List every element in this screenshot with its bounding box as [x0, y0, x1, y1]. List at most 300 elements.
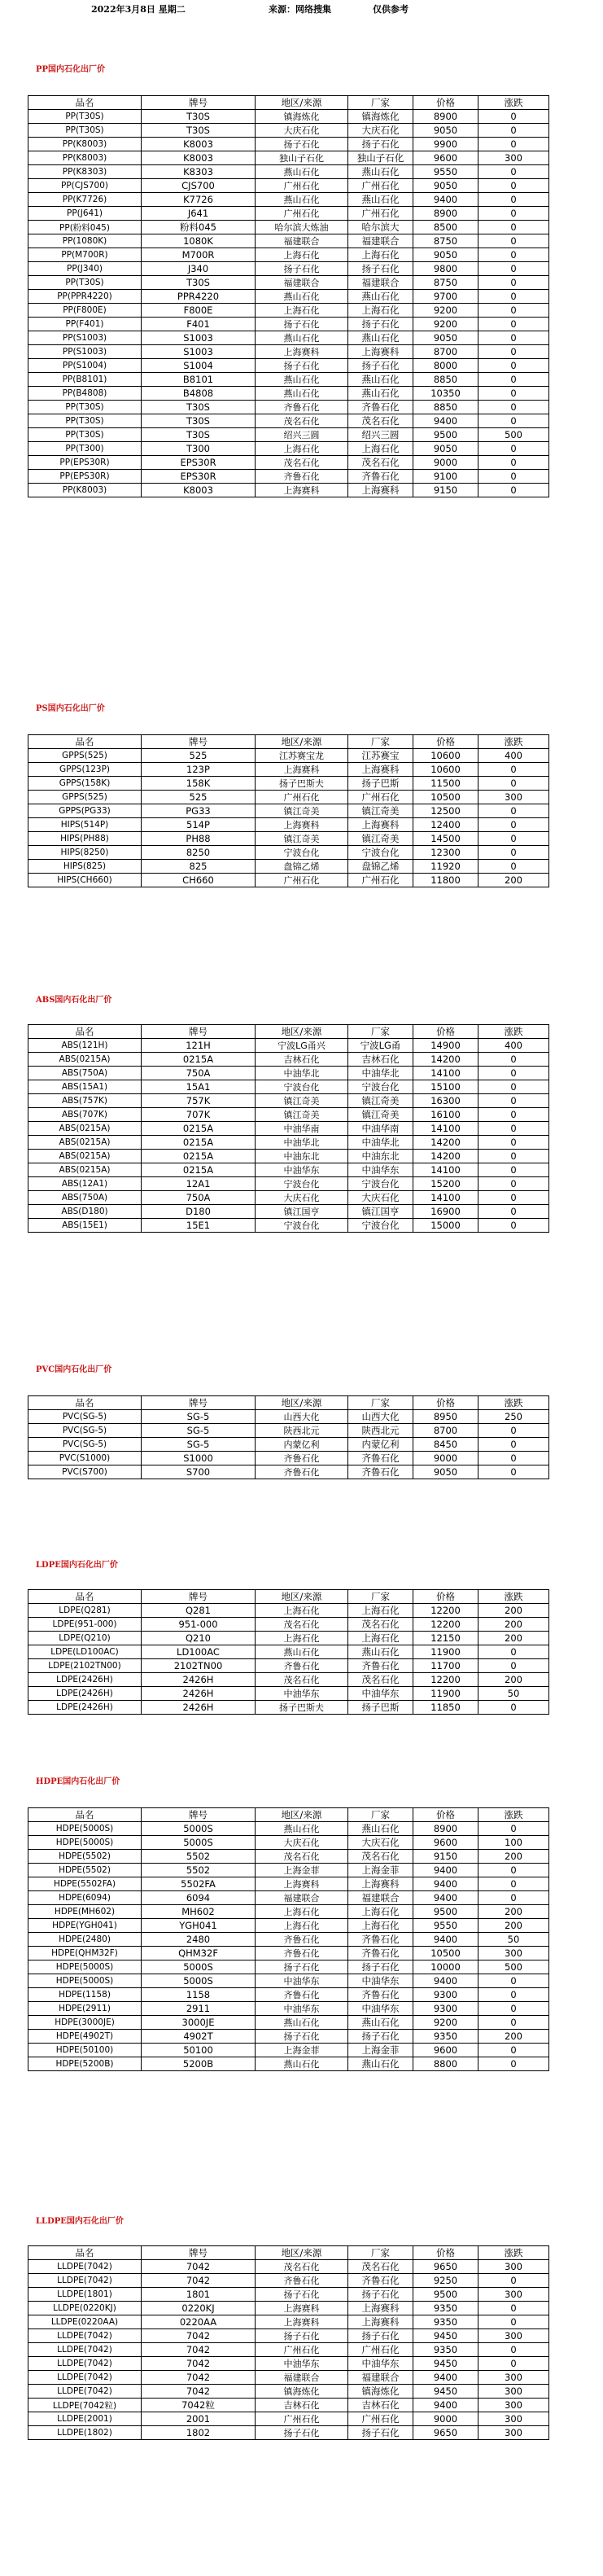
cell-origin: 镇海炼化 [256, 110, 348, 124]
cell-price: 16100 [413, 1108, 478, 1122]
cell-change: 0 [478, 2016, 549, 2030]
cell-product-name: LLDPE(7042) [28, 2371, 142, 2385]
cell-origin: 上海石化 [256, 442, 348, 456]
cell-origin: 茂名石化 [256, 1673, 348, 1687]
cell-grade: 8250 [142, 846, 256, 860]
cell-price: 9600 [413, 2044, 478, 2057]
table-row [28, 763, 549, 777]
cell-origin: 茂名石化 [256, 414, 348, 428]
cell-manufacturer: 宁波台化 [348, 1080, 413, 1094]
cell-price: 9350 [413, 2343, 478, 2357]
cell-price: 9300 [413, 1988, 478, 2002]
cell-price: 11900 [413, 1645, 478, 1659]
cell-origin: 福建联合 [256, 2371, 348, 2385]
column-header-manufacturer: 厂家 [348, 1025, 413, 1039]
cell-manufacturer: 宁波台化 [348, 1177, 413, 1191]
table-row [28, 1150, 549, 1163]
cell-grade: 2102TN00 [142, 1659, 256, 1673]
cell-grade: 5502 [142, 1864, 256, 1877]
cell-change: 0 [478, 484, 549, 497]
cell-change: 0 [478, 124, 549, 138]
cell-price: 12150 [413, 1632, 478, 1645]
table-row [28, 2260, 549, 2274]
cell-grade: S1003 [142, 345, 256, 359]
cell-price: 10350 [413, 387, 478, 401]
cell-product-name: PP(S1004) [28, 359, 142, 373]
cell-product-name: HDPE(MH602) [28, 1905, 142, 1919]
cell-grade: T30S [142, 401, 256, 414]
table-row [28, 345, 549, 359]
table-row [28, 2371, 549, 2385]
table-row [28, 1947, 549, 1960]
cell-manufacturer: 盘锦乙烯 [348, 860, 413, 874]
cell-manufacturer: 中油东北 [348, 1150, 413, 1163]
cell-price: 9400 [413, 193, 478, 207]
cell-product-name: LLDPE(7042) [28, 2260, 142, 2274]
table-row [28, 1687, 549, 1701]
cell-price: 10600 [413, 763, 478, 777]
cell-product-name: HDPE(1158) [28, 1988, 142, 2002]
table-header-row [28, 1808, 549, 1822]
cell-change: 0 [478, 165, 549, 179]
table-row [28, 318, 549, 331]
cell-origin: 陕西北元 [256, 1424, 348, 1438]
cell-product-name: PP(M700R) [28, 248, 142, 262]
lldpe-section-title: LLDPE国内石化出厂价 [36, 2217, 124, 2226]
table-row [28, 304, 549, 318]
cell-grade: 5000S [142, 1836, 256, 1850]
cell-manufacturer: 镇海炼化 [348, 2385, 413, 2399]
cell-origin: 镇江奇美 [256, 804, 348, 818]
cell-origin: 齐鲁石化 [256, 401, 348, 414]
cell-product-name: PP(T30S) [28, 428, 142, 442]
table-row [28, 1136, 549, 1150]
cell-grade: 7042 [142, 2371, 256, 2385]
cell-price: 9400 [413, 414, 478, 428]
cell-change: 200 [478, 1618, 549, 1632]
cell-grade: 0215A [142, 1053, 256, 1067]
table-row [28, 1410, 549, 1424]
cell-change: 0 [478, 1822, 549, 1836]
cell-change: 0 [478, 1219, 549, 1233]
column-header-origin: 地区/来源 [256, 1590, 348, 1604]
table-row [28, 428, 549, 442]
table-row [28, 791, 549, 804]
cell-grade: T30S [142, 110, 256, 124]
cell-origin: 齐鲁石化 [256, 1947, 348, 1960]
cell-origin: 哈尔滨大炼油 [256, 221, 348, 234]
cell-origin: 扬子石化 [256, 138, 348, 151]
table-row [28, 193, 549, 207]
cell-manufacturer: 福建联合 [348, 1891, 413, 1905]
cell-grade: 825 [142, 860, 256, 874]
cell-manufacturer: 上海石化 [348, 1905, 413, 1919]
cell-origin: 齐鲁石化 [256, 470, 348, 484]
table-row [28, 2385, 549, 2399]
cell-price: 9050 [413, 179, 478, 193]
cell-price: 12300 [413, 846, 478, 860]
cell-manufacturer: 燕山石化 [348, 193, 413, 207]
column-header-manufacturer: 厂家 [348, 1396, 413, 1410]
table-row [28, 1618, 549, 1632]
cell-price: 9700 [413, 290, 478, 304]
cell-product-name: HDPE(6094) [28, 1891, 142, 1905]
cell-product-name: PP(K8003) [28, 151, 142, 165]
cell-grade: 1802 [142, 2426, 256, 2440]
column-header-price: 价格 [413, 96, 478, 110]
cell-product-name: HIPS(8250) [28, 846, 142, 860]
cell-origin: 吉林石化 [256, 2399, 348, 2412]
table-row [28, 2302, 549, 2315]
cell-product-name: ABS(0215A) [28, 1136, 142, 1150]
cell-change: 0 [478, 1053, 549, 1067]
cell-grade: SG-5 [142, 1438, 256, 1452]
column-header-manufacturer: 厂家 [348, 2246, 413, 2260]
abs-section-title: ABS国内石化出厂价 [36, 996, 112, 1005]
cell-change: 0 [478, 2044, 549, 2057]
table-row [28, 1850, 549, 1864]
lldpe-price-table [28, 2245, 549, 2440]
cell-manufacturer: 燕山石化 [348, 2016, 413, 2030]
cell-grade: 4902T [142, 2030, 256, 2044]
cell-origin: 大庆石化 [256, 1191, 348, 1205]
cell-grade: 0215A [142, 1163, 256, 1177]
column-header-change: 涨跌 [478, 1590, 549, 1604]
cell-manufacturer: 燕山石化 [348, 165, 413, 179]
table-row [28, 1919, 549, 1933]
cell-origin: 燕山石化 [256, 331, 348, 345]
cell-grade: 5000S [142, 1822, 256, 1836]
cell-change: 0 [478, 1465, 549, 1479]
cell-grade: 158K [142, 777, 256, 791]
cell-change: 0 [478, 1163, 549, 1177]
table-row [28, 221, 549, 234]
column-header-manufacturer: 厂家 [348, 96, 413, 110]
cell-origin: 绍兴三圆 [256, 428, 348, 442]
column-header-price: 价格 [413, 1025, 478, 1039]
cell-change: 0 [478, 401, 549, 414]
cell-change: 300 [478, 2329, 549, 2343]
cell-price: 8450 [413, 1438, 478, 1452]
cell-product-name: ABS(12A1) [28, 1177, 142, 1191]
cell-manufacturer: 扬子巴斯 [348, 1701, 413, 1715]
cell-change: 300 [478, 2288, 549, 2302]
cell-price: 9200 [413, 304, 478, 318]
cell-manufacturer: 吉林石化 [348, 2399, 413, 2412]
cell-product-name: GPPS(158K) [28, 777, 142, 791]
cell-grade: PG33 [142, 804, 256, 818]
table-row [28, 2315, 549, 2329]
cell-origin: 齐鲁石化 [256, 1452, 348, 1465]
cell-product-name: HIPS(CH660) [28, 874, 142, 887]
cell-price: 9500 [413, 1905, 478, 1919]
cell-change: 250 [478, 1410, 549, 1424]
cell-change: 0 [478, 1150, 549, 1163]
cell-product-name: PP(K7726) [28, 193, 142, 207]
table-header-row [28, 1396, 549, 1410]
cell-price: 11800 [413, 874, 478, 887]
cell-price: 9450 [413, 2385, 478, 2399]
cell-origin: 山西大化 [256, 1410, 348, 1424]
table-row [28, 1067, 549, 1080]
cell-product-name: ABS(750A) [28, 1067, 142, 1080]
cell-product-name: LLDPE(1802) [28, 2426, 142, 2440]
cell-price: 15200 [413, 1177, 478, 1191]
cell-product-name: PP(F800E) [28, 304, 142, 318]
cell-origin: 燕山石化 [256, 1822, 348, 1836]
cell-price: 9150 [413, 484, 478, 497]
column-header-origin: 地区/来源 [256, 1025, 348, 1039]
cell-manufacturer: 内蒙亿利 [348, 1438, 413, 1452]
table-row [28, 2426, 549, 2440]
column-header-origin: 地区/来源 [256, 1808, 348, 1822]
cell-product-name: HDPE(3000JE) [28, 2016, 142, 2030]
cell-price: 9900 [413, 138, 478, 151]
cell-manufacturer: 茂名石化 [348, 1850, 413, 1864]
cell-manufacturer: 广州石化 [348, 179, 413, 193]
cell-origin: 中油华北 [256, 1067, 348, 1080]
cell-grade: YGH041 [142, 1919, 256, 1933]
table-row [28, 2357, 549, 2371]
cell-grade: T30S [142, 414, 256, 428]
cell-grade: 750A [142, 1067, 256, 1080]
cell-product-name: PP(EPS30R) [28, 456, 142, 470]
column-header-price: 价格 [413, 1396, 478, 1410]
cell-price: 10000 [413, 1960, 478, 1974]
cell-price: 15000 [413, 1219, 478, 1233]
cell-manufacturer: 中油华东 [348, 1163, 413, 1177]
cell-manufacturer: 宁波LG甬 [348, 1039, 413, 1053]
cell-product-name: PP(K8003) [28, 138, 142, 151]
cell-grade: 7042 [142, 2329, 256, 2343]
cell-grade: 951-000 [142, 1618, 256, 1632]
table-row [28, 331, 549, 345]
cell-grade: 7042 [142, 2343, 256, 2357]
cell-grade: 707K [142, 1108, 256, 1122]
cell-price: 8900 [413, 1822, 478, 1836]
cell-price: 10600 [413, 749, 478, 763]
cell-grade: 750A [142, 1191, 256, 1205]
table-row [28, 1974, 549, 1988]
cell-product-name: LLDPE(7042) [28, 2274, 142, 2288]
pp-section-title: PP国内石化出厂价 [36, 65, 106, 74]
table-row [28, 2016, 549, 2030]
cell-grade: 2426H [142, 1701, 256, 1715]
cell-origin: 扬子石化 [256, 359, 348, 373]
cell-origin: 镇江国亨 [256, 1205, 348, 1219]
cell-manufacturer: 上海赛科 [348, 2302, 413, 2315]
cell-origin: 齐鲁石化 [256, 1933, 348, 1947]
cell-change: 0 [478, 763, 549, 777]
cell-change: 0 [478, 345, 549, 359]
cell-product-name: ABS(707K) [28, 1108, 142, 1122]
table-row [28, 387, 549, 401]
cell-grade: K7726 [142, 193, 256, 207]
cell-manufacturer: 哈尔滨大 [348, 221, 413, 234]
cell-price: 8000 [413, 359, 478, 373]
cell-manufacturer: 齐鲁石化 [348, 470, 413, 484]
cell-grade: 6094 [142, 1891, 256, 1905]
cell-grade: EPS30R [142, 456, 256, 470]
cell-origin: 茂名石化 [256, 456, 348, 470]
cell-origin: 内蒙亿利 [256, 1438, 348, 1452]
cell-manufacturer: 中油华北 [348, 1067, 413, 1080]
cell-grade: 525 [142, 791, 256, 804]
cell-change: 0 [478, 1205, 549, 1219]
cell-manufacturer: 上海石化 [348, 248, 413, 262]
table-row [28, 1122, 549, 1136]
table-row [28, 2002, 549, 2016]
cell-product-name: ABS(121H) [28, 1039, 142, 1053]
cell-change: 0 [478, 442, 549, 456]
cell-price: 9400 [413, 2371, 478, 2385]
column-header-price: 价格 [413, 1590, 478, 1604]
cell-product-name: LDPE(Q210) [28, 1632, 142, 1645]
cell-price: 9650 [413, 2426, 478, 2440]
table-row [28, 1177, 549, 1191]
cell-price: 9400 [413, 1877, 478, 1891]
cell-grade: LD100AC [142, 1645, 256, 1659]
cell-change: 500 [478, 428, 549, 442]
cell-grade: 3000JE [142, 2016, 256, 2030]
table-row [28, 276, 549, 290]
cell-grade: T30S [142, 124, 256, 138]
cell-price: 14100 [413, 1067, 478, 1080]
cell-grade: 514P [142, 818, 256, 832]
cell-change: 0 [478, 804, 549, 818]
cell-product-name: HDPE(2911) [28, 2002, 142, 2016]
cell-price: 14200 [413, 1136, 478, 1150]
cell-grade: B4808 [142, 387, 256, 401]
table-row [28, 1053, 549, 1067]
cell-product-name: LLDPE(7042) [28, 2357, 142, 2371]
table-row [28, 832, 549, 846]
cell-change: 0 [478, 1891, 549, 1905]
cell-price: 9450 [413, 2357, 478, 2371]
cell-price: 12400 [413, 818, 478, 832]
cell-change: 300 [478, 2399, 549, 2412]
cell-origin: 上海赛科 [256, 345, 348, 359]
cell-change: 200 [478, 2030, 549, 2044]
cell-price: 8850 [413, 373, 478, 387]
cell-price: 11900 [413, 1687, 478, 1701]
column-header-change: 涨跌 [478, 1025, 549, 1039]
table-row [28, 1205, 549, 1219]
table-row [28, 359, 549, 373]
cell-change: 200 [478, 1632, 549, 1645]
cell-origin: 扬子巴斯夫 [256, 1701, 348, 1715]
table-row [28, 138, 549, 151]
cell-change: 0 [478, 1877, 549, 1891]
cell-change: 0 [478, 777, 549, 791]
cell-origin: 上海赛科 [256, 763, 348, 777]
cell-change: 0 [478, 456, 549, 470]
cell-product-name: HIPS(PH88) [28, 832, 142, 846]
cell-product-name: GPPS(123P) [28, 763, 142, 777]
cell-manufacturer: 燕山石化 [348, 1645, 413, 1659]
cell-change: 500 [478, 1960, 549, 1974]
column-header-change: 涨跌 [478, 1808, 549, 1822]
cell-price: 14100 [413, 1122, 478, 1136]
cell-change: 0 [478, 846, 549, 860]
cell-manufacturer: 福建联合 [348, 234, 413, 248]
cell-origin: 上海赛科 [256, 2302, 348, 2315]
cell-origin: 福建联合 [256, 1891, 348, 1905]
column-header-price: 价格 [413, 735, 478, 749]
cell-change: 0 [478, 1094, 549, 1108]
cell-manufacturer: 上海赛科 [348, 2315, 413, 2329]
cell-product-name: GPPS(525) [28, 749, 142, 763]
table-header-row [28, 1025, 549, 1039]
cell-change: 0 [478, 1191, 549, 1205]
table-row [28, 2412, 549, 2426]
cell-change: 0 [478, 1988, 549, 2002]
table-row [28, 2343, 549, 2357]
cell-change: 0 [478, 138, 549, 151]
cell-change: 0 [478, 331, 549, 345]
cell-manufacturer: 上海石化 [348, 1919, 413, 1933]
cell-origin: 中油华东 [256, 2002, 348, 2016]
cell-origin: 茂名石化 [256, 1850, 348, 1864]
cell-product-name: LDPE(2426H) [28, 1701, 142, 1715]
table-row [28, 1960, 549, 1974]
table-row [28, 1632, 549, 1645]
cell-manufacturer: 茂名石化 [348, 414, 413, 428]
column-header-grade: 牌号 [142, 1808, 256, 1822]
cell-product-name: ABS(15E1) [28, 1219, 142, 1233]
cell-change: 200 [478, 1905, 549, 1919]
cell-grade: 15A1 [142, 1080, 256, 1094]
cell-origin: 江苏赛宝龙 [256, 749, 348, 763]
cell-product-name: PP(J641) [28, 207, 142, 221]
table-row [28, 179, 549, 193]
cell-product-name: GPPS(PG33) [28, 804, 142, 818]
cell-origin: 大庆石化 [256, 1836, 348, 1850]
cell-origin: 齐鲁石化 [256, 1659, 348, 1673]
table-row [28, 165, 549, 179]
table-row [28, 456, 549, 470]
cell-price: 9050 [413, 248, 478, 262]
cell-price: 8800 [413, 2057, 478, 2071]
cell-product-name: HIPS(825) [28, 860, 142, 874]
cell-product-name: PP(S1003) [28, 331, 142, 345]
table-row [28, 2329, 549, 2343]
cell-product-name: LLDPE(2001) [28, 2412, 142, 2426]
cell-manufacturer: 独山子石化 [348, 151, 413, 165]
cell-grade: SG-5 [142, 1410, 256, 1424]
cell-grade: K8003 [142, 484, 256, 497]
source-note: 来源：网络搜集 [269, 4, 331, 15]
cell-product-name: LLDPE(0220KJ) [28, 2302, 142, 2315]
cell-grade: 5502 [142, 1850, 256, 1864]
cell-product-name: PVC(S1000) [28, 1452, 142, 1465]
cell-product-name: LDPE(LD100AC) [28, 1645, 142, 1659]
cell-product-name: PP(T300) [28, 442, 142, 456]
cell-origin: 燕山石化 [256, 2057, 348, 2071]
cell-product-name: HDPE(5502) [28, 1850, 142, 1864]
cell-change: 0 [478, 359, 549, 373]
cell-origin: 福建联合 [256, 234, 348, 248]
cell-origin: 盘锦乙烯 [256, 860, 348, 874]
cell-grade: MH602 [142, 1905, 256, 1919]
ps-price-table [28, 734, 549, 887]
cell-manufacturer: 齐鲁石化 [348, 1659, 413, 1673]
cell-change: 0 [478, 1067, 549, 1080]
cell-product-name: PVC(SG-5) [28, 1438, 142, 1452]
pp-price-table [28, 95, 549, 497]
column-header-product-name: 品名 [28, 735, 142, 749]
cell-price: 14900 [413, 1039, 478, 1053]
